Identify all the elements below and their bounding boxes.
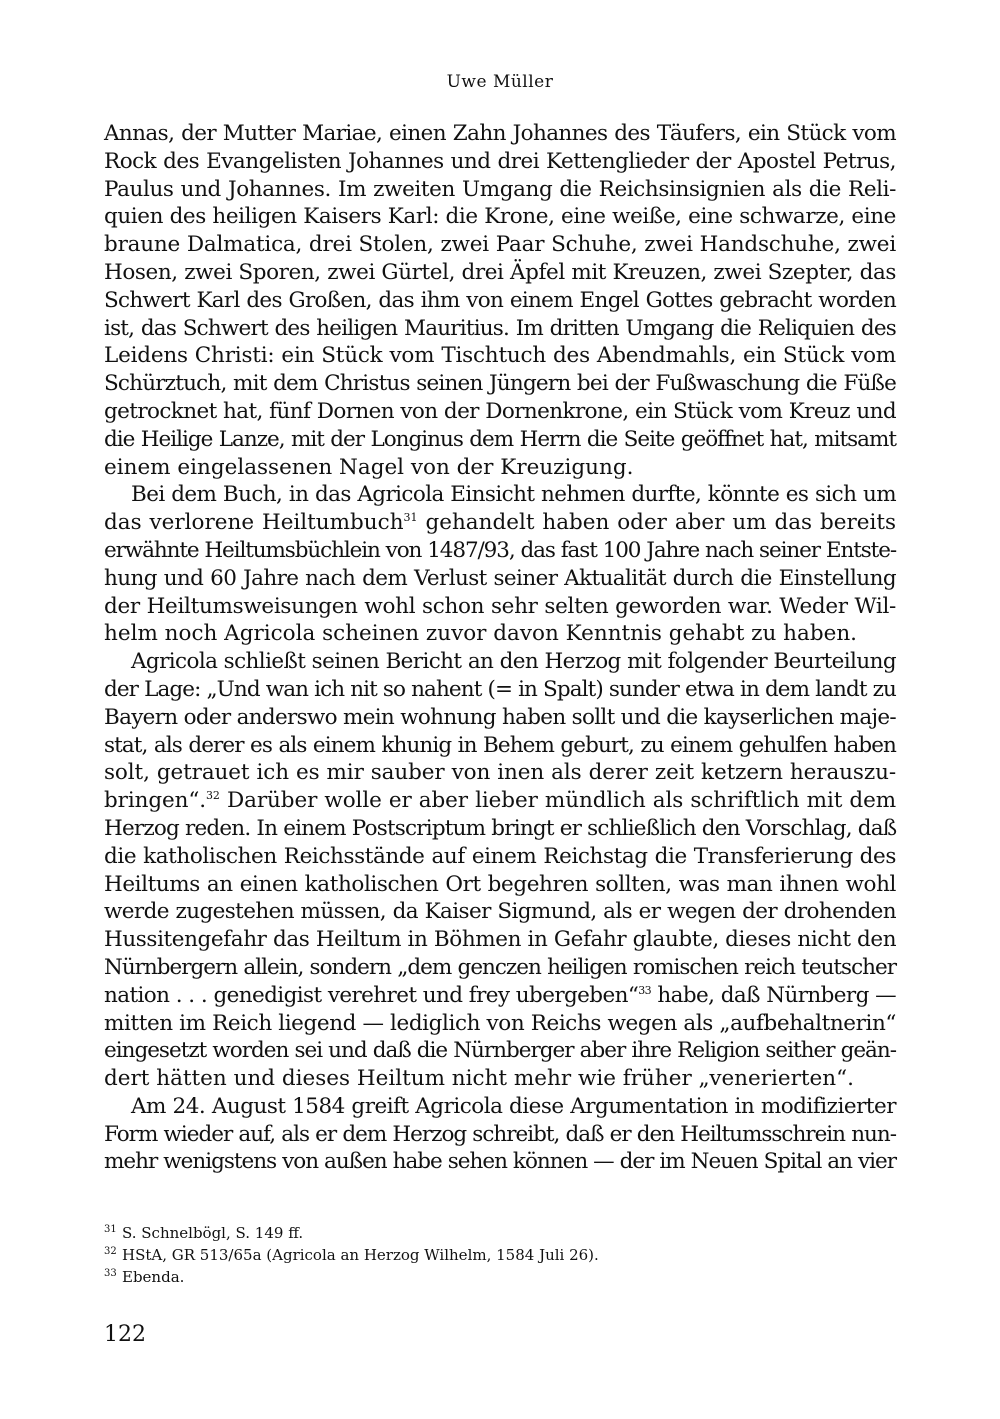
text-line: quien des heiligen Kaisers Karl: die Krone, eine weiße, eine schwarze, eine [104,204,896,230]
text-line: Agricola schließt seinen Bericht an den Herzog mit folgender Beurteilung [131,649,896,675]
body-text [104,120,896,1176]
footnote-text: S. Schnelbögl, S. 149 ff. [122,1224,304,1242]
page-number: 122 [104,1322,146,1347]
text-line: mehr wenigstens von außen habe sehen können — der im Neuen Spital an vier [104,1149,896,1175]
text-segment: Darüber wolle er aber lieber mündlich als schriftlich mit dem [227,788,897,814]
text-line: helm noch Agricola scheinen zuvor davon Kenntnis gehabt zu haben. [104,621,858,647]
text-line: Hosen, zwei Sporen, zwei Gürtel, drei Äpfel mit Kreuzen, zwei Szepter, das [104,259,896,285]
text-line: mitten im Reich liegend — lediglich von Reichs wegen als „aufbehaltnerin“ [104,1010,896,1036]
text-line: werde zugestehen müssen, da Kaiser Sigmund, als er wegen der drohenden [104,899,896,925]
text-segment: habe, daß Nürnberg — [657,982,896,1008]
text-line: Nürnbergern allein, sondern „dem genczen heiligen romischen reich teutscher [104,954,896,980]
text-line: braune Dalmatica, drei Stolen, zwei Paar Schuhe, zwei Handschuhe, zwei [104,232,896,258]
text-line: dert hätten und dieses Heiltum nicht mehr wie früher „venerierten“. [104,1066,854,1092]
text-segment: gehandelt haben oder aber um das bereits [425,510,896,536]
text-line: eingesetzt worden sei und daß die Nürnberger aber ihre Religion seither geän- [104,1038,896,1064]
text-line: Form wieder auf, als er dem Herzog schreibt, daß er den Heiltumsschrein nun- [104,1121,896,1147]
text-line: Rock des Evangelisten Johannes und drei Kettenglieder der Apostel Petrus, [104,148,896,174]
text-line: Schwert Karl des Großen, das ihm von einem Engel Gottes gebracht worden [104,287,896,313]
text-line: Bayern oder anderswo mein wohnung haben sollt und die kayserlichen maje- [104,704,896,730]
text-line: erwähnte Heiltumsbüchlein von 1487/93, das fast 100 Jahre nach seiner Entste- [104,537,896,563]
text-line: solt, getrauet ich es mir sauber von inen als derer zeit ketzern herauszu- [104,760,896,786]
footnote: 31 S. Schnelbögl, S. 149 ff. [104,1224,304,1242]
text-line: der Lage: „Und wan ich nit so nahent (= in Spalt) sunder etwa in dem landt zu [104,676,896,702]
text-line: Hussitengefahr das Heiltum in Böhmen in Gefahr glaubte, dieses nicht den [104,927,897,953]
text-line [104,787,896,815]
text-line: getrocknet hat, fünf Dornen von der Dornenkrone, ein Stück vom Kreuz und [104,398,896,424]
footnote-text: Ebenda. [122,1268,185,1286]
footnote: 32 HStA, GR 513/65a (Agricola an Herzog Wilhelm, 1584 Juli 26). [104,1246,599,1264]
text-line: Am 24. August 1584 greift Agricola diese Argumentation in modifizierter [131,1093,896,1119]
text-line: Annas, der Mutter Mariae, einen Zahn Johannes des Täufers, ein Stück vom [104,121,896,146]
footnote-ref[interactable]: 31 [403,511,418,524]
text-line: Leidens Christi: ein Stück vom Tischtuch des Abendmahls, ein Stück vom [104,343,896,369]
running-head: Uwe Müller [446,72,554,92]
footnote-text: HStA, GR 513/65a (Agricola an Herzog Wilhelm, 1584 Juli 26). [122,1246,599,1264]
text-line [104,509,896,537]
text-line: Heiltums an einen katholischen Ort begehren sollten, was man ihnen wohl [104,871,896,897]
text-segment: bringen“. [104,788,207,814]
text-line: Paulus und Johannes. Im zweiten Umgang die Reichsinsignien als die Reli- [104,176,896,202]
footnote-ref[interactable]: 32 [206,788,220,802]
text-line: die katholischen Reichsstände auf einem Reichstag die Transferierung des [104,843,896,869]
text-line: hung und 60 Jahre nach dem Verlust seiner Aktualität durch die Einstellung [104,565,896,591]
text-line: Herzog reden. In einem Postscriptum bringt er schließlich den Vorschlag, daß [104,815,897,841]
footnotes [104,1222,896,1288]
footnote: 33 Ebenda. [104,1268,185,1286]
text-segment: das verlorene Heiltumbuch [104,510,404,536]
footnote-ref[interactable]: 33 [638,983,652,997]
text-line: Bei dem Buch, in das Agricola Einsicht nehmen durfte, könnte es sich um [131,482,896,508]
text-line: ist, das Schwert des heiligen Mauritius. Im dritten Umgang die Reliquien des [104,315,896,341]
text-line: die Heilige Lanze, mit der Longinus dem Herrn die Seite geöffnet hat, mitsamt [104,426,896,452]
text-line: einem eingelassenen Nagel von der Kreuzigung. [104,454,634,480]
text-segment: nation . . . genedigist verehret und frey ubergeben“ [104,982,639,1008]
text-line [104,982,896,1010]
text-line: der Heiltumsweisungen wohl schon sehr selten geworden war. Weder Wil- [104,593,896,619]
text-line: stat, als derer es als einem khunig in Behem geburt, zu einem gehulfen haben [104,732,896,758]
text-line: Schürztuch, mit dem Christus seinen Jüngern bei der Fußwaschung die Füße [104,371,896,397]
